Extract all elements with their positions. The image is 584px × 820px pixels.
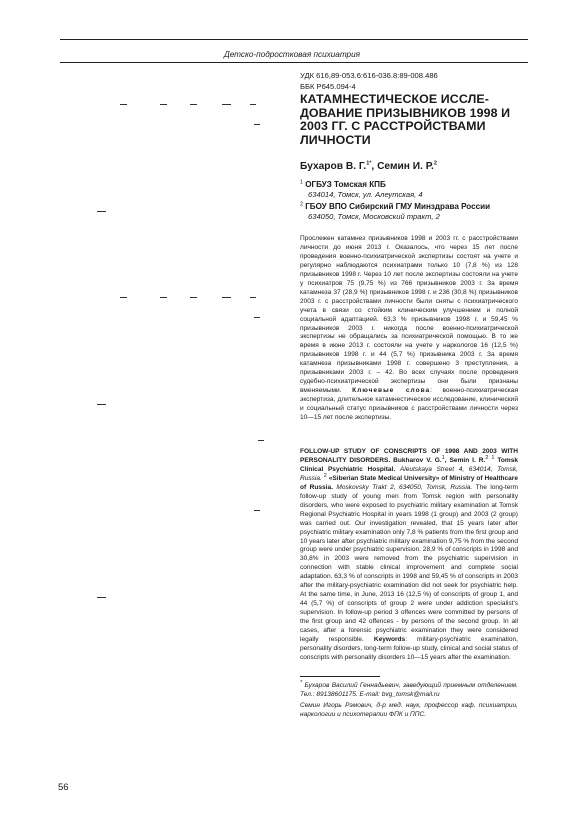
header-rule-top [60,39,528,40]
abstract-en-author-2: , Semin I. R. [444,456,486,464]
margin-dash [250,297,256,298]
footnote-2 [300,701,518,719]
author-1: Бухаров В. Г. [300,161,367,172]
margin-dash [258,440,264,441]
author-2: Семин И. Р. [377,161,434,172]
margin-dash [190,104,197,105]
margin-dash [254,317,260,318]
margin-dash [254,510,260,511]
margin-dash [160,297,167,298]
abstract-english [300,448,518,663]
affiliation-name: ГБОУ ВПО Сибирский ГМУ Минздрава России [305,202,491,211]
affiliation-sup: 1 [300,179,304,186]
abstract-en-author-2-sup: 2 [485,454,489,461]
abstract-en-text: The long-term follow-up study of young men from Tomsk region with personality disorders, who were exposed to psychiatric military examination at Tomsk Regional Psychiatric Hospital in years 1998 (1 group) and 2003 (2 group) was carried out. Our investigation revealed, that 15 years later after psychiatric military examination only 7,8 % patients from the first group and 10 years later after psychiatric military examination 9,75 % from the second group were under psychiatric supervision. 28,9 % of conscripts in 1998 and 30,8% in 2003 were removed from the psychiatric supervision in connection with stable clinical improvement and complete social adaptation. 63,3 % of conscripts in 1998 and 59,45 % of conscripts in 2003 after the military-psychiatric examination did not seek for psychiatric help. At the same time, in June, 2013 16 (12,5 %) of conscripts of group 1, and 44 (5,7 %) of conscripts of group 2 were under addiction specialist's supervision. In follow-up period 3 offences were committed by persons of the first group and 42 offences - by persons of the second group. In all cases, after a forensic psychiatric examination they were considered legally responsible. [300,483,518,644]
margin-dash [120,297,127,298]
affiliation-2 [300,202,518,222]
abstract-en-aff2-name: «Siberian State Medical University» of Ministry of Healthcare of Russia. [300,474,519,491]
page-number: 56 [58,782,69,793]
abstract-en-aff1-sup: 1 [491,454,495,461]
margin-dash [97,211,106,212]
margin-dash [250,104,256,105]
classification-codes [300,71,518,92]
udk-code: УДК 616,89-053.6:616-036.8:89-008.486 [300,71,438,80]
margin-dash [222,297,231,298]
journal-title: Детско-подростковая психиатрия [223,50,361,59]
abstract-en-author-1-sup: 1 [441,454,445,461]
margin-dash [160,104,167,105]
footnote-1 [300,681,518,699]
keywords-ru-label: Ключевые слова [352,387,431,395]
margin-dash [120,104,127,105]
author-2-sup: 2 [433,160,437,167]
abstract-en-title: FOLLOW-UP STUDY OF CONSCRIPTS OF 1998 AND 2003 WITH PERSONALITY DISORDERS. [300,448,518,464]
affiliation-1 [300,180,518,200]
footnote-2-text: Семин Игорь Рэмович, д-р мед. наук, профессор каф. психиатрии, наркологии и психотерапии ФПК и ППС. [300,702,518,718]
author-1-sup: 1* [366,160,372,167]
affiliation-name: ОГБУЗ Томская КПБ [305,180,386,189]
footnote-1-mark: * [300,679,303,686]
margin-dash [254,124,260,125]
abstract-en-aff1-name: Tomsk Clinical Psychiatric Hospital. [300,456,518,473]
abstract-en-author-1: Bukharov V. G. [393,456,442,464]
footnote-rule [300,676,380,677]
bbk-code: ББК Р645.094-4 [300,81,356,91]
affiliation-address: 634050, Томск, Московский тракт, 2 [308,211,440,221]
margin-dash [97,597,106,598]
abstract-russian [300,235,518,423]
author-separator: , [371,161,378,172]
footnote-1-text: Бухаров Василий Геннадьевич, заведующий приемным отделением. Тел.: 89138601175. E-mail: bvg_tomsk@mail.ru [300,682,518,698]
authors-line [300,161,518,172]
header-rule-bottom [60,62,528,63]
affiliation-address: 634014, Томск, ул. Алеутская, 4 [308,189,423,199]
margin-dash [97,404,106,405]
keywords-en-label: Keywords [373,636,406,644]
abstract-en-aff2-address: Moskovsky Trakt 2, 634050, Tomsk, Russia. [336,483,473,491]
abstract-ru-text: Прослежен катамнез призывников 1998 и 2003 гг. с расстройствами личности до июня 2013 г. Оказалось, что через 15 лет после проведения военно-психиатрической экспертизы состоят на учете и регулярно наблюдаются психиатрами только 10 (7,8 %) из 128 призывников 1998 г. Через 10 лет после экспертизы состояли на учете у психиатров 75 (9,75 %) из 766 призывников 2003 г. За время катамнеза 37 (28,9 %) призывников 1998 г. и 236 (30,8 %) призывников 2003 г. с расстройствами личности были сняты с психиатрического учета в связи со стойким клиническим улучшением и полной социальной адаптацией. 63,3 % призывников 1998 г. и 59,45 % призывников 2003 г. никогда после военно-психиатрической экспертизы не обращались за психиатрической помощью. В то же время в июне 2013 г. состояли на учете у наркологов 16 (12,5 %) призывников 1998 г. и 44 (5,7 %) призывника 2003 г. За время катамнеза призывниками 1998 г. совершено 3 преступления, а призывниками 2003 г. – 42. Во всех случаях после проведения судебно-психиатрической экспертизы они были признаны вменяемыми. [300,235,518,395]
abstract-en-aff2-sup: 2 [323,472,327,479]
affiliation-sup: 2 [300,201,304,208]
abstract-en-aff1-address: Aleutskaya Street 4, 634014, Tomsk, Russia. [300,465,518,482]
margin-dash [222,104,231,105]
margin-dash [190,297,197,298]
keywords-en-text: : military-psychiatric examination, personality disorders, long-term follow-up study, clinical and social status of conscripts with personality disorders 10—15 years after the examination. [300,636,518,661]
article-title: КАТАМНЕСТИЧЕСКОЕ ИССЛЕ-ДОВАНИЕ ПРИЗЫВНИКОВ 1998 И 2003 ГГ. С РАССТРОЙСТВАМИ ЛИЧНОСТИ [300,92,511,147]
keywords-ru-text: : военно-психиатрическая экспертиза, длительное катамнестическое исследование, клинический и социальный статус призывников с расстройствами личности через 10—15 лет после экспертизы. [300,387,518,422]
